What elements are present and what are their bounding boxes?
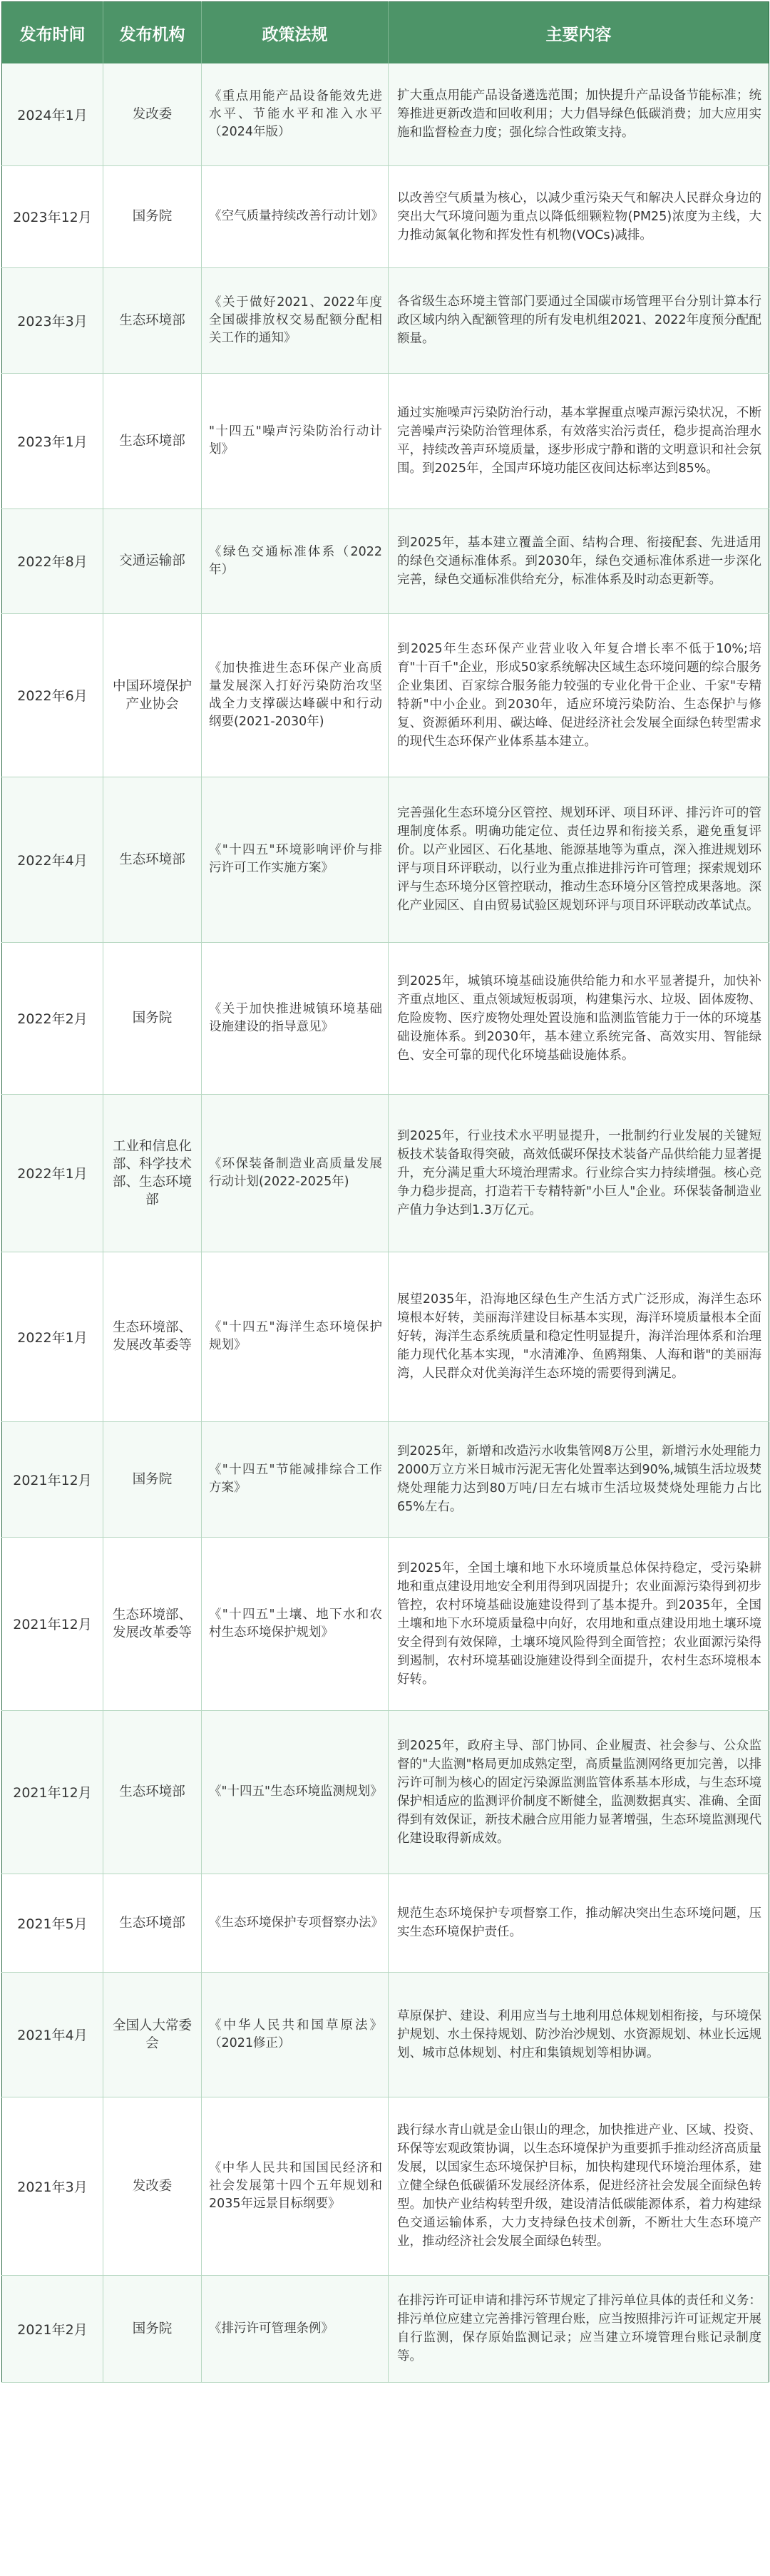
- cell-policy: 《绿色交通标准体系（2022年）: [202, 508, 389, 613]
- cell-content: 到2025年，政府主导、部门协同、企业履责、社会参与、公众监督的"大监测"格局更加成熟定型，高质量监测网络更加完善，以排污许可制为核心的固定污染源监测监管体系基本形成，与生态环境保护相适应的监测评价制度不断健全，监测数据真实、准确、全面得到有效保证，新技术融合应用能力显著增强，生态环境监测现代化建设取得新成效。: [389, 1710, 769, 1874]
- cell-policy: 《环保装备制造业高质量发展行动计划(2022-2025年): [202, 1094, 389, 1252]
- table-row: [2, 2275, 769, 2382]
- cell-policy: 《排污许可管理条例》: [202, 2275, 389, 2382]
- cell-date: 2023年12月: [2, 165, 103, 267]
- cell-policy: 《关于做好2021、2022年度全国碳排放权交易配额分配相关工作的通知》: [202, 267, 389, 373]
- cell-policy: 《空气质量持续改善行动计划》: [202, 165, 389, 267]
- table-row: [2, 2097, 769, 2275]
- cell-content: 通过实施噪声污染防治行动，基本掌握重点噪声源污染状况，不断完善噪声污染防治管理体系，有效落实治污责任，稳步提高治理水平，持续改善声环境质量，逐步形成宁静和谐的文明意识和社会氛围。到2025年，全国声环境功能区夜间达标率达到85%。: [389, 373, 769, 508]
- cell-content: 草原保护、建设、利用应当与土地利用总体规划相衔接，与环境保护规划、水土保持规划、防沙治沙规划、水资源规划、林业长远规划、城市总体规划、村庄和集镇规划等相协调。: [389, 1972, 769, 2097]
- cell-date: 2021年12月: [2, 1710, 103, 1874]
- cell-policy: 《中华人民共和国草原法》（2021修正）: [202, 1972, 389, 2097]
- cell-org: 发改委: [103, 2097, 202, 2275]
- cell-content: 到2025年，城镇环境基础设施供给能力和水平显著提升，加快补齐重点地区、重点领域短板弱项，构建集污水、垃圾、固体废物、危险废物、医疗废物处理处置设施和监测监管能力于一体的环境基础设施体系。到2030年，基本建立系统完备、高效实用、智能绿色、安全可靠的现代化环境基础设施体系。: [389, 942, 769, 1094]
- table-row: [2, 508, 769, 613]
- cell-policy: 《"十四五"节能减排综合工作方案》: [202, 1421, 389, 1537]
- cell-date: 2022年8月: [2, 508, 103, 613]
- table-row: [2, 1537, 769, 1710]
- cell-org: 发改委: [103, 63, 202, 165]
- cell-policy: 《"十四五"海洋生态环境保护规划》: [202, 1252, 389, 1421]
- cell-date: 2022年1月: [2, 1094, 103, 1252]
- cell-content: 在排污许可证申请和排污环节规定了排污单位具体的责任和义务：排污单位应建立完善排污管理台账，应当按照排污许可证规定开展自行监测，保存原始监测记录；应当建立环境管理台账记录制度等。: [389, 2275, 769, 2382]
- table-row: [2, 942, 769, 1094]
- cell-date: 2021年2月: [2, 2275, 103, 2382]
- cell-content: 规范生态环境保护专项督察工作，推动解决突出生态环境问题，压实生态环境保护责任。: [389, 1874, 769, 1972]
- cell-org: 工业和信息化部、科学技术部、生态环境部: [103, 1094, 202, 1252]
- table-row: [2, 63, 769, 165]
- cell-content: 扩大重点用能产品设备遴选范围；加快提升产品设备节能标准；统筹推进更新改造和回收利用；大力倡导绿色低碳消费；加大应用实施和监督检查力度；强化综合性政策支持。: [389, 63, 769, 165]
- table-row: [2, 1710, 769, 1874]
- cell-content: 到2025年，全国土壤和地下水环境质量总体保持稳定，受污染耕地和重点建设用地安全利用得到巩固提升；农业面源污染得到初步管控，农村环境基础设施建设得到了基本提升。到2035年，全国土壤和地下水环境质量稳中向好，农用地和重点建设用地土壤环境安全得到有效保障，土壤环境风险得到全面管控；农业面源污染得到遏制，农村环境基础设施建设得到全面提升，农村生态环境根本好转。: [389, 1537, 769, 1710]
- table-row: [2, 1972, 769, 2097]
- cell-content: 各省级生态环境主管部门要通过全国碳市场管理平台分别计算本行政区域内纳入配额管理的所有发电机组2021、2022年度预分配配额量。: [389, 267, 769, 373]
- cell-org: 生态环境部: [103, 1874, 202, 1972]
- cell-content: 以改善空气质量为核心，以减少重污染天气和解决人民群众身边的突出大气环境问题为重点以降低细颗粒物(PM25)浓度为主线，大力推动氮氧化物和挥发性有机物(VOCs)减排。: [389, 165, 769, 267]
- cell-date: 2021年5月: [2, 1874, 103, 1972]
- cell-date: 2022年1月: [2, 1252, 103, 1421]
- cell-date: 2021年12月: [2, 1421, 103, 1537]
- header-policy: 政策法规: [202, 2, 389, 64]
- header-content: 主要内容: [389, 2, 769, 64]
- cell-policy: 《关于加快推进城镇环境基础设施建设的指导意见》: [202, 942, 389, 1094]
- table-row: [2, 1874, 769, 1972]
- cell-org: 国务院: [103, 165, 202, 267]
- cell-org: 国务院: [103, 942, 202, 1094]
- header-date: 发布时间: [2, 2, 103, 64]
- cell-org: 生态环境部: [103, 373, 202, 508]
- cell-org: 生态环境部、发展改革委等: [103, 1252, 202, 1421]
- cell-date: 2022年2月: [2, 942, 103, 1094]
- table-row: [2, 1252, 769, 1421]
- cell-date: 2021年4月: [2, 1972, 103, 2097]
- cell-date: 2023年1月: [2, 373, 103, 508]
- table-row: [2, 165, 769, 267]
- table-row: [2, 373, 769, 508]
- cell-policy: 《生态环境保护专项督察办法》: [202, 1874, 389, 1972]
- cell-org: 国务院: [103, 2275, 202, 2382]
- table-row: [2, 1421, 769, 1537]
- cell-org: 交通运输部: [103, 508, 202, 613]
- cell-org: 全国人大常委会: [103, 1972, 202, 2097]
- cell-content: 完善强化生态环境分区管控、规划环评、项目环评、排污许可的管理制度体系。明确功能定位、责任边界和衔接关系，避免重复评价。以产业园区、石化基地、能源基地等为重点，深入推进规划环评与项目环评联动，以行业为重点推进排污许可管理；探索规划环评与生态环境分区管控联动，推动生态环境分区管控成果落地。深化产业园区、自由贸易试验区规划环评与项目环评联动改革试点。: [389, 777, 769, 942]
- table-row: [2, 613, 769, 777]
- cell-org: 国务院: [103, 1421, 202, 1537]
- cell-date: 2023年3月: [2, 267, 103, 373]
- cell-policy: 《"十四五"土壤、地下水和农村生态环境保护规划》: [202, 1537, 389, 1710]
- cell-content: 到2025年，行业技术水平明显提升，一批制约行业发展的关键短板技术装备取得突破，高效低碳环保技术装备产品供给能力显著提升，充分满足重大环境治理需求。行业综合实力持续增强。核心竞争力稳步提高，打造若干专精特新"小巨人"企业。环保装备制造业产值力争达到1.3万亿元。: [389, 1094, 769, 1252]
- cell-date: 2022年4月: [2, 777, 103, 942]
- header-row: [2, 2, 769, 64]
- table-row: [2, 1094, 769, 1252]
- cell-policy: 《加快推进生态环保产业高质量发展深入打好污染防治攻坚战全力支撑碳达峰碳中和行动纲要(2021-2030年): [202, 613, 389, 777]
- table-row: [2, 267, 769, 373]
- cell-org: 生态环境部: [103, 1710, 202, 1874]
- cell-date: 2021年12月: [2, 1537, 103, 1710]
- policy-table: [1, 1, 769, 2383]
- cell-policy: 《中华人民共和国国民经济和社会发展第十四个五年规划和2035年远景目标纲要》: [202, 2097, 389, 2275]
- cell-policy: "十四五"噪声污染防治行动计划》: [202, 373, 389, 508]
- cell-content: 践行绿水青山就是金山银山的理念，加快推进产业、区域、投资、环保等宏观政策协调，以生态环境保护为重要抓手推动经济高质量发展，以国家生态环境保护目标，加快构建现代环境治理体系，建立健全绿色低碳循环发展经济体系，促进经济社会发展全面绿色转型。加快产业结构转型升级，建设清洁低碳能源体系，着力构建绿色交通运输体系，大力支持绿色技术创新，不断壮大生态环境产业，推动经济社会发展全面绿色转型。: [389, 2097, 769, 2275]
- cell-policy: 《"十四五"环境影响评价与排污许可工作实施方案》: [202, 777, 389, 942]
- cell-org: 中国环境保护产业协会: [103, 613, 202, 777]
- cell-org: 生态环境部: [103, 777, 202, 942]
- cell-content: 到2025年，新增和改造污水收集管网8万公里，新增污水处理能力2000万立方米日城市污泥无害化处置率达到90%,城镇生活垃圾焚烧处理能力达到80万吨/日左右城市生活垃圾焚烧处理能力占比65%左右。: [389, 1421, 769, 1537]
- cell-org: 生态环境部、发展改革委等: [103, 1537, 202, 1710]
- cell-content: 到2025年，基本建立覆盖全面、结构合理、衔接配套、先进适用的绿色交通标准体系。到2030年，绿色交通标准体系进一步深化完善，绿色交通标准供给充分，标准体系及时动态更新等。: [389, 508, 769, 613]
- header-org: 发布机构: [103, 2, 202, 64]
- cell-content: 展望2035年，沿海地区绿色生产生活方式广泛形成，海洋生态环境根本好转，美丽海洋建设目标基本实现，海洋环境质量根本全面好转，海洋生态系统质量和稳定性明显提升，海洋治理体系和治理能力现代化基本实现，"水清滩净、鱼鸥翔集、人海和谐"的美丽海湾，人民群众对优美海洋生态环境的需要得到满足。: [389, 1252, 769, 1421]
- cell-policy: 《"十四五"生态环境监测规划》: [202, 1710, 389, 1874]
- cell-date: 2024年1月: [2, 63, 103, 165]
- cell-date: 2022年6月: [2, 613, 103, 777]
- cell-content: 到2025年生态环保产业营业收入年复合增长率不低于10%;培育"十百千"企业，形成50家系统解决区域生态环境问题的综合服务企业集团、百家综合服务能力较强的专业化骨干企业、千家"专精特新"中小企业。到2030年，适应环境污染防治、生态保护与修复、资源循环利用、碳达峰、促进经济社会发展全面绿色转型需求的现代生态环保产业体系基本建立。: [389, 613, 769, 777]
- table-row: [2, 777, 769, 942]
- cell-org: 生态环境部: [103, 267, 202, 373]
- cell-policy: 《重点用能产品设备能效先进水平、节能水平和准入水平（2024年版）: [202, 63, 389, 165]
- cell-date: 2021年3月: [2, 2097, 103, 2275]
